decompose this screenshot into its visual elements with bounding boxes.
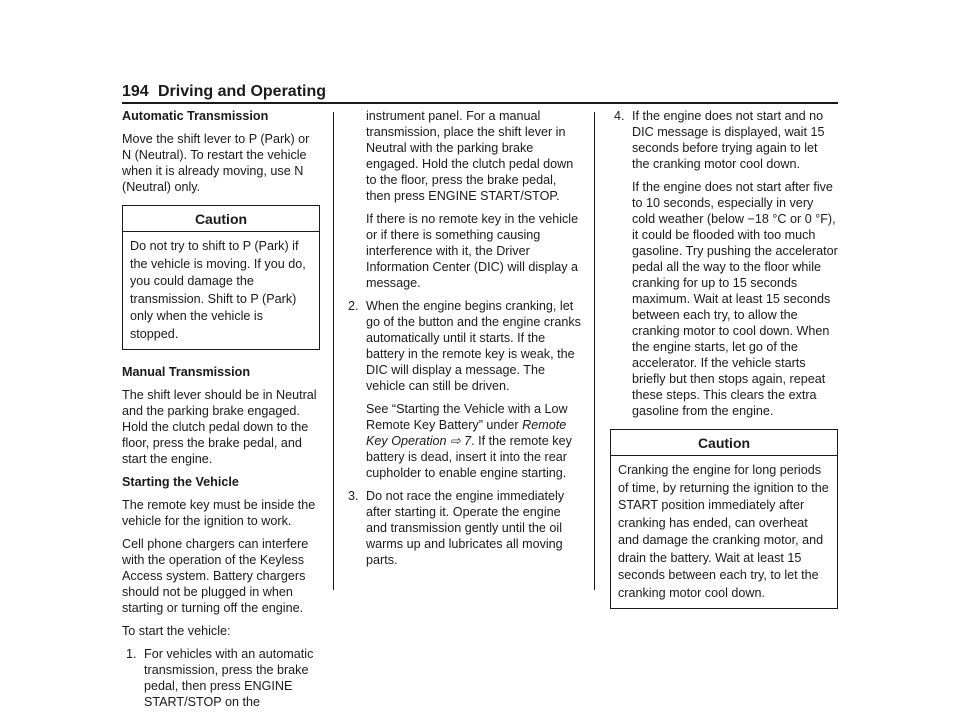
page-header — [122, 82, 838, 104]
automatic-transmission-text: Move the shift lever to P (Park) or N (Neutral). To restart the vehicle when it is already moving, use N (Neutral) only. — [122, 132, 310, 194]
caution-box-cranking — [610, 429, 838, 609]
start-steps-list — [610, 108, 838, 419]
column-2 — [344, 108, 584, 575]
step-number: 3. — [348, 489, 359, 503]
reference-continuation-text: . If the remote key battery is dead, insert it into the rear cupholder to enable engine starting. — [366, 434, 572, 480]
step-number: 4. — [614, 109, 625, 123]
caution-text: Cranking the engine for long periods of time, by returning the ignition to the START position immediately after cranking has ended, can overheat and damage the cranking motor, and drain the battery. Wait at least 15 seconds between each try, to let the cranking motor cool down. — [618, 463, 829, 600]
step-text: When the engine begins cranking, let go of the button and the engine cranks automatically until it starts. If the battery in the remote key is weak, the DIC will display a message. The vehicle can still be driven. — [366, 299, 581, 393]
remote-key-operation-link[interactable]: Remote Key Operation — [366, 418, 567, 448]
page-reference-arrow[interactable]: ⇨ 7 — [450, 434, 472, 448]
caution-box-shift — [122, 205, 320, 350]
step-text: For vehicles with an automatic transmission, press the brake pedal, then press ENGINE START/STOP on the — [144, 647, 314, 709]
caution-title: Caution — [611, 430, 837, 456]
step-subtext: If the engine does not start after five to 10 seconds, especially in very cold weather (below −18 °C or 0 °F), it could be flooded with too much gasoline. Try pushing the accelerator pedal all the way to the floor while cranking for up to 15 seconds maximum. Wait at least 15 seconds between each try, to allow the cranking motor to cool down. When the engine starts, let go of the accelerator. If the vehicle starts briefly but then stops again, repeat these steps. This clears the extra gasoline from the engine. — [632, 180, 838, 418]
manual-transmission-heading: Manual Transmission — [122, 365, 251, 379]
step-text: instrument panel. For a manual transmission, place the shift lever in Neutral with the parking brake engaged. Hold the clutch pedal down to the floor, press the brake pedal, then press ENGINE START/STOP. — [366, 109, 574, 203]
page-number: 194 — [122, 83, 149, 100]
starting-vehicle-heading: Starting the Vehicle — [122, 475, 239, 489]
step-number: 2. — [348, 299, 359, 313]
step-subtext — [366, 401, 584, 481]
step-item — [344, 298, 584, 481]
manual-transmission-text: The shift lever should be in Neutral and the parking brake engaged. Hold the clutch pedal down to the floor, press the brake pedal, and start the engine. — [122, 388, 317, 466]
column-divider-right — [594, 112, 595, 590]
remote-key-paragraph: The remote key must be inside the vehicle for the ignition to work. — [122, 498, 316, 528]
step-text: Do not race the engine immediately after starting it. Operate the engine and transmission gently until the oil warms up and lubricates all moving parts. — [366, 489, 565, 567]
column-3 — [610, 108, 838, 623]
step-1-continued — [344, 108, 584, 291]
step-item — [122, 646, 320, 710]
column-1 — [122, 108, 320, 717]
step-item — [344, 488, 584, 568]
start-steps-list — [122, 646, 320, 710]
see-reference-text: See “Starting the Vehicle with a Low Remote Key Battery” under — [366, 402, 568, 432]
step-item — [610, 108, 838, 419]
step-number: 1. — [126, 647, 137, 661]
section-title: Driving and Operating — [158, 83, 327, 100]
chargers-paragraph: Cell phone chargers can interfere with the operation of the Keyless Access system. Battery chargers should not be plugged in when starting or turning off the engine. — [122, 537, 309, 615]
caution-title: Caution — [123, 206, 319, 232]
step-text: If the engine does not start and no DIC message is displayed, wait 15 seconds before trying again to let the cranking motor cool down. — [632, 109, 825, 171]
caution-text: Do not try to shift to P (Park) if the vehicle is moving. If you do, you could damage the transmission. Shift to P (Park) only when the vehicle is stopped. — [130, 239, 306, 341]
column-divider-left — [333, 112, 334, 590]
start-steps-list — [344, 298, 584, 568]
to-start-paragraph: To start the vehicle: — [122, 624, 231, 638]
step-subtext: If there is no remote key in the vehicle or if there is something causing interference with it, the Driver Information Center (DIC) will display a message. — [366, 212, 579, 290]
automatic-transmission-heading: Automatic Transmission — [122, 109, 269, 123]
